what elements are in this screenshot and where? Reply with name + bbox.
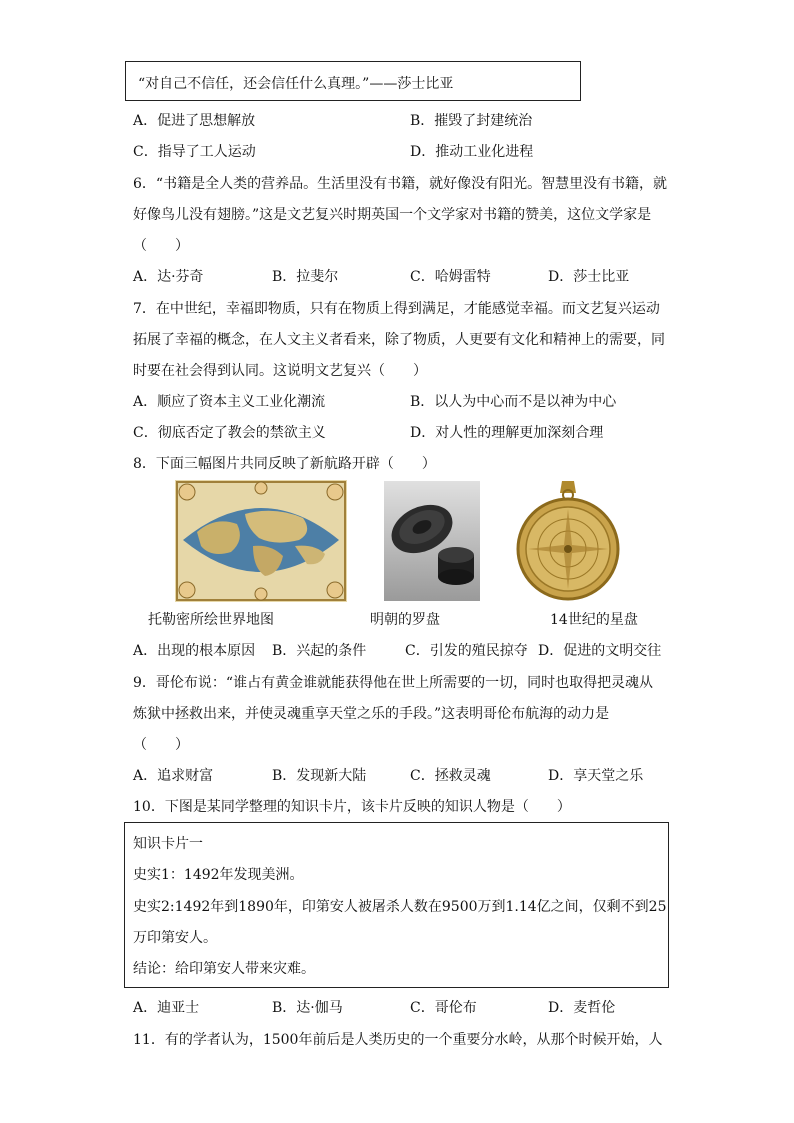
q9-stem-line-1: 9．哥伦布说：“谁占有黄金谁就能获得他在世上所需要的一切，同时也取得把灵魂从 xyxy=(133,675,654,691)
compass-image xyxy=(384,481,480,601)
q7-option-d[interactable]: D．对人性的理解更加深刻合理 xyxy=(410,425,604,441)
caption-compass: 明朝的罗盘 xyxy=(370,612,440,628)
q9-answer-blank: （ ） xyxy=(133,737,189,753)
q9-stem-line-2: 炼狱中拯救出来，并使灵魂重享天堂之乐的手段。”这表明哥伦布航海的动力是 xyxy=(133,706,610,722)
q5-option-d[interactable]: D．推动工业化进程 xyxy=(410,144,534,160)
q5-option-b[interactable]: B．摧毁了封建统治 xyxy=(410,113,533,129)
quote-box xyxy=(125,61,581,101)
q7-option-b[interactable]: B．以人为中心而不是以神为中心 xyxy=(410,394,617,410)
q7-stem-line-2: 拓展了幸福的概念，在人文主义者看来，除了物质，人更要有文化和精神上的需要，同 xyxy=(133,332,665,348)
q6-stem-line-2: 好像鸟儿没有翅膀。”这是文艺复兴时期英国一个文学家对书籍的赞美，这位文学家是 xyxy=(133,207,652,223)
q7-option-a[interactable]: A．顺应了资本主义工业化潮流 xyxy=(133,394,326,410)
q7-stem-line-1: 7．在中世纪，幸福即物质，只有在物质上得到满足，才能感觉幸福。而文艺复兴运动 xyxy=(133,301,660,317)
q5-option-c[interactable]: C．指导了工人运动 xyxy=(133,144,256,160)
card-conclusion: 结论：给印第安人带来灾难。 xyxy=(133,961,315,977)
q10-option-b[interactable]: B．达·伽马 xyxy=(272,1000,343,1016)
q7-stem-line-3: 时要在社会得到认同。这说明文艺复兴（ ） xyxy=(133,363,427,379)
world-map-image xyxy=(175,480,347,602)
q10-option-a[interactable]: A．迪亚士 xyxy=(133,1000,200,1016)
card-fact-2-line-1: 史实2:1492年到1890年，印第安人被屠杀人数在9500万到1.14亿之间，仅剩不到25 xyxy=(133,899,667,915)
q6-answer-blank: （ ） xyxy=(133,238,189,254)
q10-option-d[interactable]: D．麦哲伦 xyxy=(548,1000,616,1016)
caption-world-map: 托勒密所绘世界地图 xyxy=(148,612,274,628)
q9-option-a[interactable]: A．追求财富 xyxy=(133,768,214,784)
q8-option-d[interactable]: D．促进的文明交往 xyxy=(538,643,662,659)
q6-option-a[interactable]: A．达·芬奇 xyxy=(133,269,204,285)
q9-option-c[interactable]: C．拯救灵魂 xyxy=(410,768,491,784)
q5-option-a[interactable]: A．促进了思想解放 xyxy=(133,113,256,129)
q9-option-d[interactable]: D．享天堂之乐 xyxy=(548,768,644,784)
q6-option-b[interactable]: B．拉斐尔 xyxy=(272,269,339,285)
q10-option-c[interactable]: C．哥伦布 xyxy=(410,1000,477,1016)
q6-option-c[interactable]: C．哈姆雷特 xyxy=(410,269,491,285)
q10-stem: 10．下图是某同学整理的知识卡片，该卡片反映的知识人物是（ ） xyxy=(133,799,571,815)
q8-option-b[interactable]: B．兴起的条件 xyxy=(272,643,367,659)
q6-option-d[interactable]: D．莎士比亚 xyxy=(548,269,630,285)
q8-option-a[interactable]: A．出现的根本原因 xyxy=(133,643,256,659)
q6-stem-line-1: 6．“书籍是全人类的营养品。生活里没有书籍，就好像没有阳光。智慧里没有书籍，就 xyxy=(133,176,668,192)
quote-text: “对自己不信任，还会信任什么真理。”——莎士比亚 xyxy=(138,76,454,92)
q11-stem-line-1: 11．有的学者认为，1500年前后是人类历史的一个重要分水岭，从那个时候开始，人 xyxy=(133,1032,663,1048)
q8-option-c[interactable]: C．引发的殖民掠夺 xyxy=(405,643,528,659)
knowledge-card xyxy=(124,822,669,988)
q9-option-b[interactable]: B．发现新大陆 xyxy=(272,768,367,784)
q8-stem: 8．下面三幅图片共同反映了新航路开辟（ ） xyxy=(133,456,436,472)
caption-astrolabe: 14世纪的星盘 xyxy=(550,612,638,628)
q7-option-c[interactable]: C．彻底否定了教会的禁欲主义 xyxy=(133,425,326,441)
card-fact-2-line-2: 万印第安人。 xyxy=(133,930,217,946)
card-title: 知识卡片一 xyxy=(133,836,203,852)
astrolabe-image xyxy=(514,479,622,603)
card-fact-1: 史实1：1492年发现美洲。 xyxy=(133,867,304,883)
